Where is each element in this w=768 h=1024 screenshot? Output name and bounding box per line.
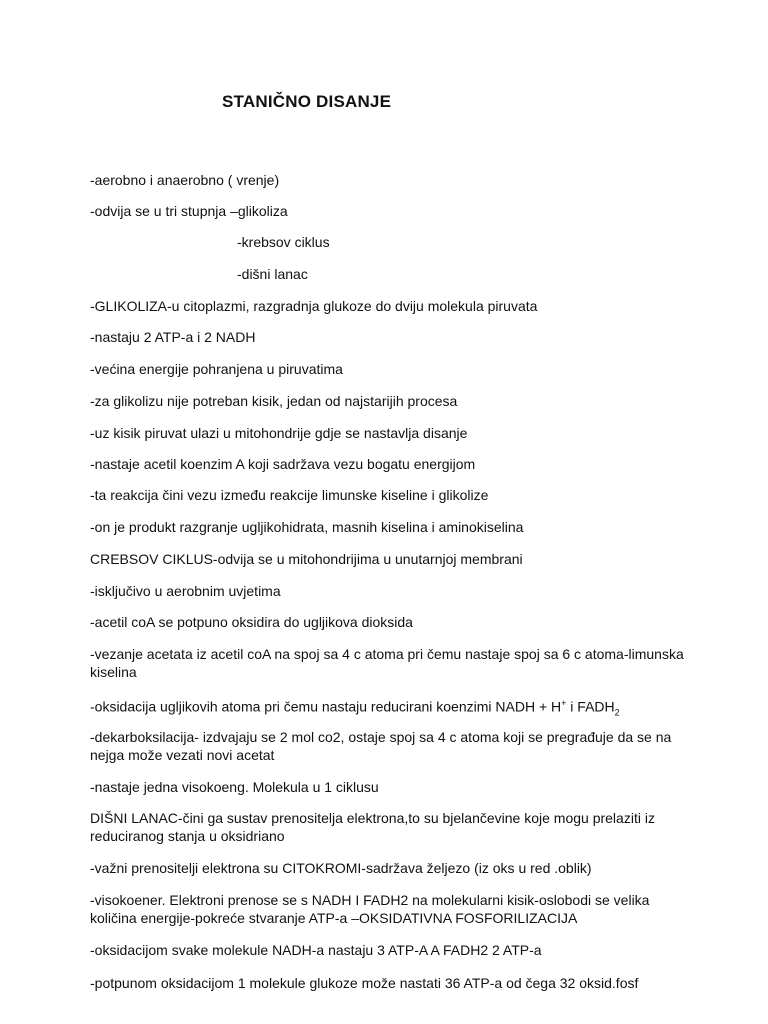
page-title: STANIČNO DISANJE [222,92,392,111]
text-line: -nastaje jedna visokoeng. Molekula u 1 ciklusu [90,779,379,795]
text-line: -aerobno i anaerobno ( vrenje) [90,172,280,188]
text-line [90,694,620,721]
text-line: -važni prenositelji elektrona su CITOKROMI-sadržava željezo (iz oks u red .oblik) [90,860,592,876]
text-line: -uz kisik piruvat ulazi u mitohondrije gdje se nastavlja disanje [90,425,468,441]
superscript: + [561,698,567,708]
text-line: DIŠNI LANAC-čini ga sustav prenositelja elektrona,to su bjelančevine koje mogu prelaziti iz reduciranog stanja u oksidriano [90,810,655,844]
text-line: -visokoener. Elektroni prenose se s NADH I FADH2 na molekularni kisik-oslobodi se velika količina energije-pokreće stvaranje ATP-a –OKSIDATIVNA FOSFORILIZACIJA [90,892,650,926]
text-line: -ta reakcija čini vezu između reakcije limunske kiseline i glikolize [90,487,489,503]
text-line: -acetil coA se potpuno oksidira do ugljikova dioksida [90,614,413,630]
text-line: -oksidacijom svake molekule NADH-a nastaju 3 ATP-A A FADH2 2 ATP-a [90,942,542,958]
text-line: -nastaju 2 ATP-a i 2 NADH [90,329,256,345]
text-line: -isključivo u aerobnim uvjetima [90,583,281,599]
subscript: 2 [614,707,620,718]
text-line: -vezanje acetata iz acetil coA na spoj sa 4 c atoma pri čemu nastaje spoj sa 6 c atoma-limunska kiselina [90,646,684,680]
text-line: -nastaje acetil koenzim A koji sadržava vezu bogatu energijom [90,456,476,472]
text-line: -potpunom oksidacijom 1 molekule glukoze može nastati 36 ATP-a od čega 32 oksid.fosf [90,975,639,991]
text-line: -krebsov ciklus [237,234,330,250]
text-line: -većina energije pohranjena u piruvatima [90,361,343,377]
text-line: -dekarboksilacija- izdvajaju se 2 mol co2, ostaje spoj sa 4 c atoma koji se pregrađuje da se na nejga može vezati novi acetat [90,729,672,763]
text-line: -GLIKOLIZA-u citoplazmi, razgradnja glukoze do dviju molekula piruvata [90,298,538,314]
text-line: -on je produkt razgranje ugljikohidrata, masnih kiselina i aminokiselina [90,519,524,535]
text-line: CREBSOV CIKLUS-odvija se u mitohondrijima u unutarnjoj membrani [90,551,523,567]
text-line: -dišni lanac [237,266,308,282]
text-line: -odvija se u tri stupnja –glikoliza [90,203,288,219]
text-segment: i FADH [566,698,615,715]
text-line: -za glikolizu nije potreban kisik, jedan od najstarijih procesa [90,393,458,409]
text-segment: -oksidacija ugljikovih atoma pri čemu nastaju reducirani koenzimi NADH + H [90,698,562,715]
